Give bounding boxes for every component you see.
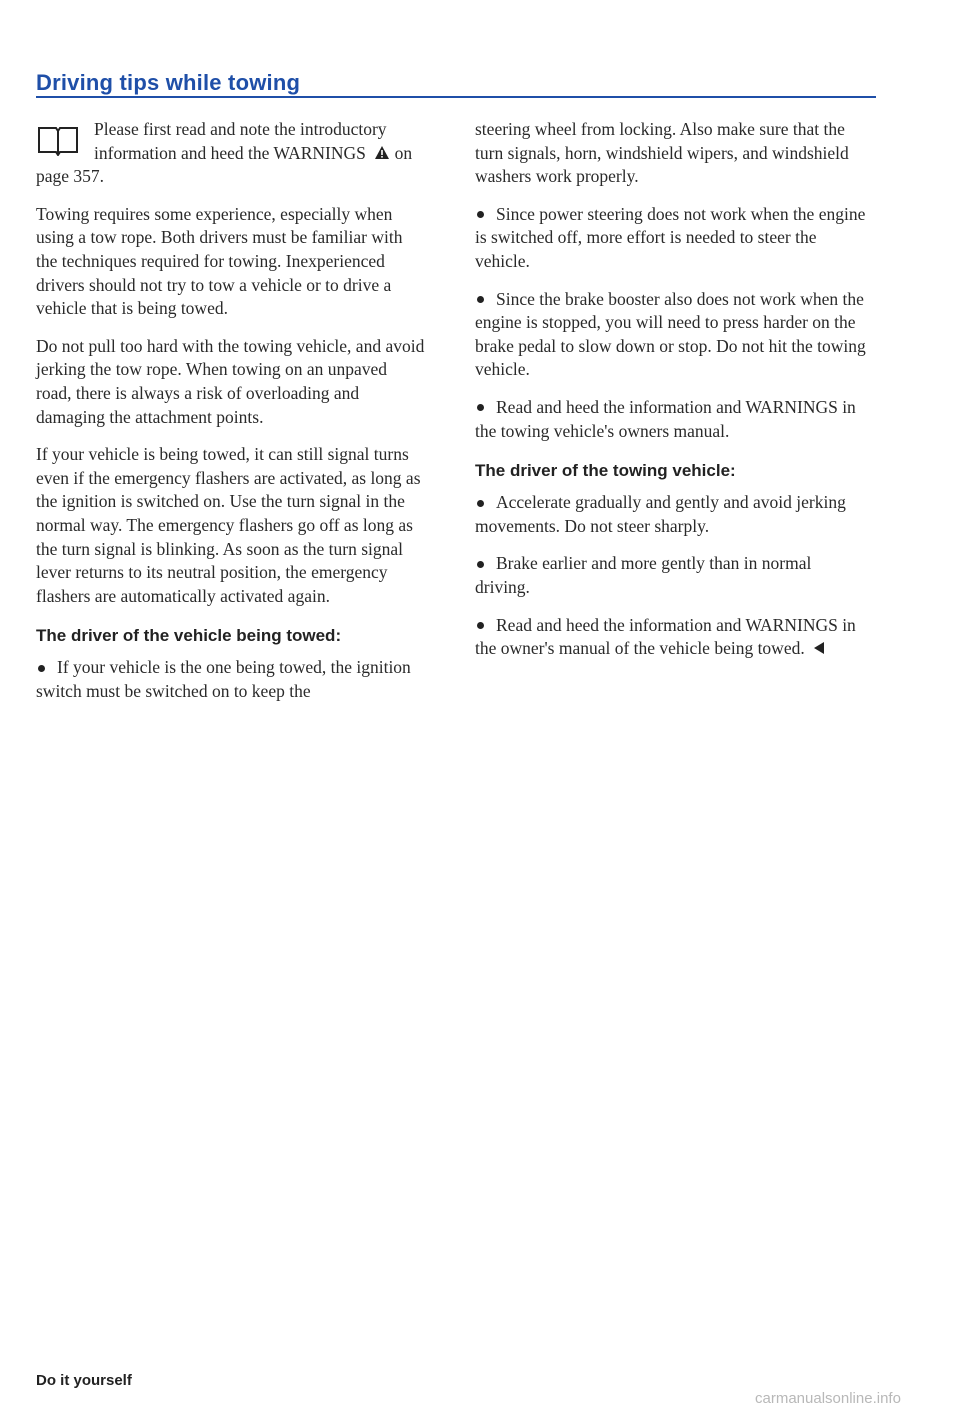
watermark-link[interactable]: carmanualsonline.info <box>755 1390 901 1407</box>
bullet-dot <box>477 404 484 411</box>
bullet-owners-manual <box>475 614 870 661</box>
end-arrow-icon <box>813 641 825 655</box>
bullet-dot <box>477 561 484 568</box>
intro-page-ref: on page 357. <box>36 142 413 187</box>
warning-triangle-icon <box>374 145 390 160</box>
bullet-ignition-text: If your vehicle is the one being towed, the ignition switch must be switched on to keep the <box>36 657 411 701</box>
heading-vehicle-being-towed: The driver of the vehicle being towed: <box>36 626 342 646</box>
bullet-power-steering <box>475 203 870 274</box>
heading-towing-vehicle: The driver of the towing vehicle: <box>475 461 736 481</box>
paragraph-towing-experience: Towing requires some experience, especially when using a tow rope. Both drivers must be familiar with the techniques required for towing. Inexperienced drivers should not try to tow a vehicle or to drive a vehicle that is being towed. <box>36 203 403 319</box>
right-column <box>475 118 870 675</box>
page-title: Driving tips while towing <box>36 70 301 95</box>
book-icon <box>36 124 80 156</box>
bullet-power-steering-text: Since power steering does not work when the engine is switched off, more effort is needed to steer the vehicle. <box>475 203 866 271</box>
bullet-accelerate-text: Accelerate gradually and gently and avoid jerking movements. Do not steer sharply. <box>475 492 846 536</box>
bullet-brake-earlier <box>475 552 870 599</box>
bullet-brake-booster <box>475 288 870 382</box>
left-column <box>36 118 426 717</box>
bullet-dot <box>477 296 484 303</box>
bullet-towing-manual <box>475 396 870 443</box>
continuation-text: steering wheel from locking. Also make sure that the turn signals, horn, windshield wipers, and windshield washers work properly. <box>475 119 849 187</box>
intro-note <box>36 118 426 189</box>
bullet-dot <box>477 622 484 629</box>
bullet-ignition <box>36 656 426 703</box>
paragraph-tow-rope: Do not pull too hard with the towing vehicle, and avoid jerking the tow rope. When towing on an unpaved road, there is always a risk of overloading and damaging the attachment points. <box>36 335 425 427</box>
bullet-brake-earlier-text: Brake earlier and more gently than in normal driving. <box>475 553 812 597</box>
bullet-owners-manual-text: Read and heed the information and WARNINGS in the owner's manual of the vehicle being towed. <box>475 614 856 659</box>
bullet-accelerate <box>475 491 870 538</box>
bullet-dot <box>38 665 45 672</box>
intro-text: Please first read and note the introductory information and heed the WARNINGS <box>94 119 387 163</box>
paragraph-turn-signals: If your vehicle is being towed, it can still signal turns even if the emergency flashers are activated, as long as the ignition is switched on. Use the turn signal in the normal way. The emergency flashers go off as long as the turn signal is blinking. As soon as the turn signal lever returns to its neutral position, the emergency flashers are automatically activated again. <box>36 444 421 606</box>
bullet-towing-manual-text: Read and heed the information and WARNINGS in the towing vehicle's owners manual. <box>475 396 856 441</box>
footer-section-label: Do it yourself <box>36 1372 132 1389</box>
bullet-dot <box>477 211 484 218</box>
title-rule <box>36 96 876 98</box>
bullet-dot <box>477 500 484 507</box>
bullet-brake-booster-text: Since the brake booster also does not work when the engine is stopped, you will need to press harder on the brake pedal to slow down or stop. Do not hit the towing vehicle. <box>475 288 866 380</box>
